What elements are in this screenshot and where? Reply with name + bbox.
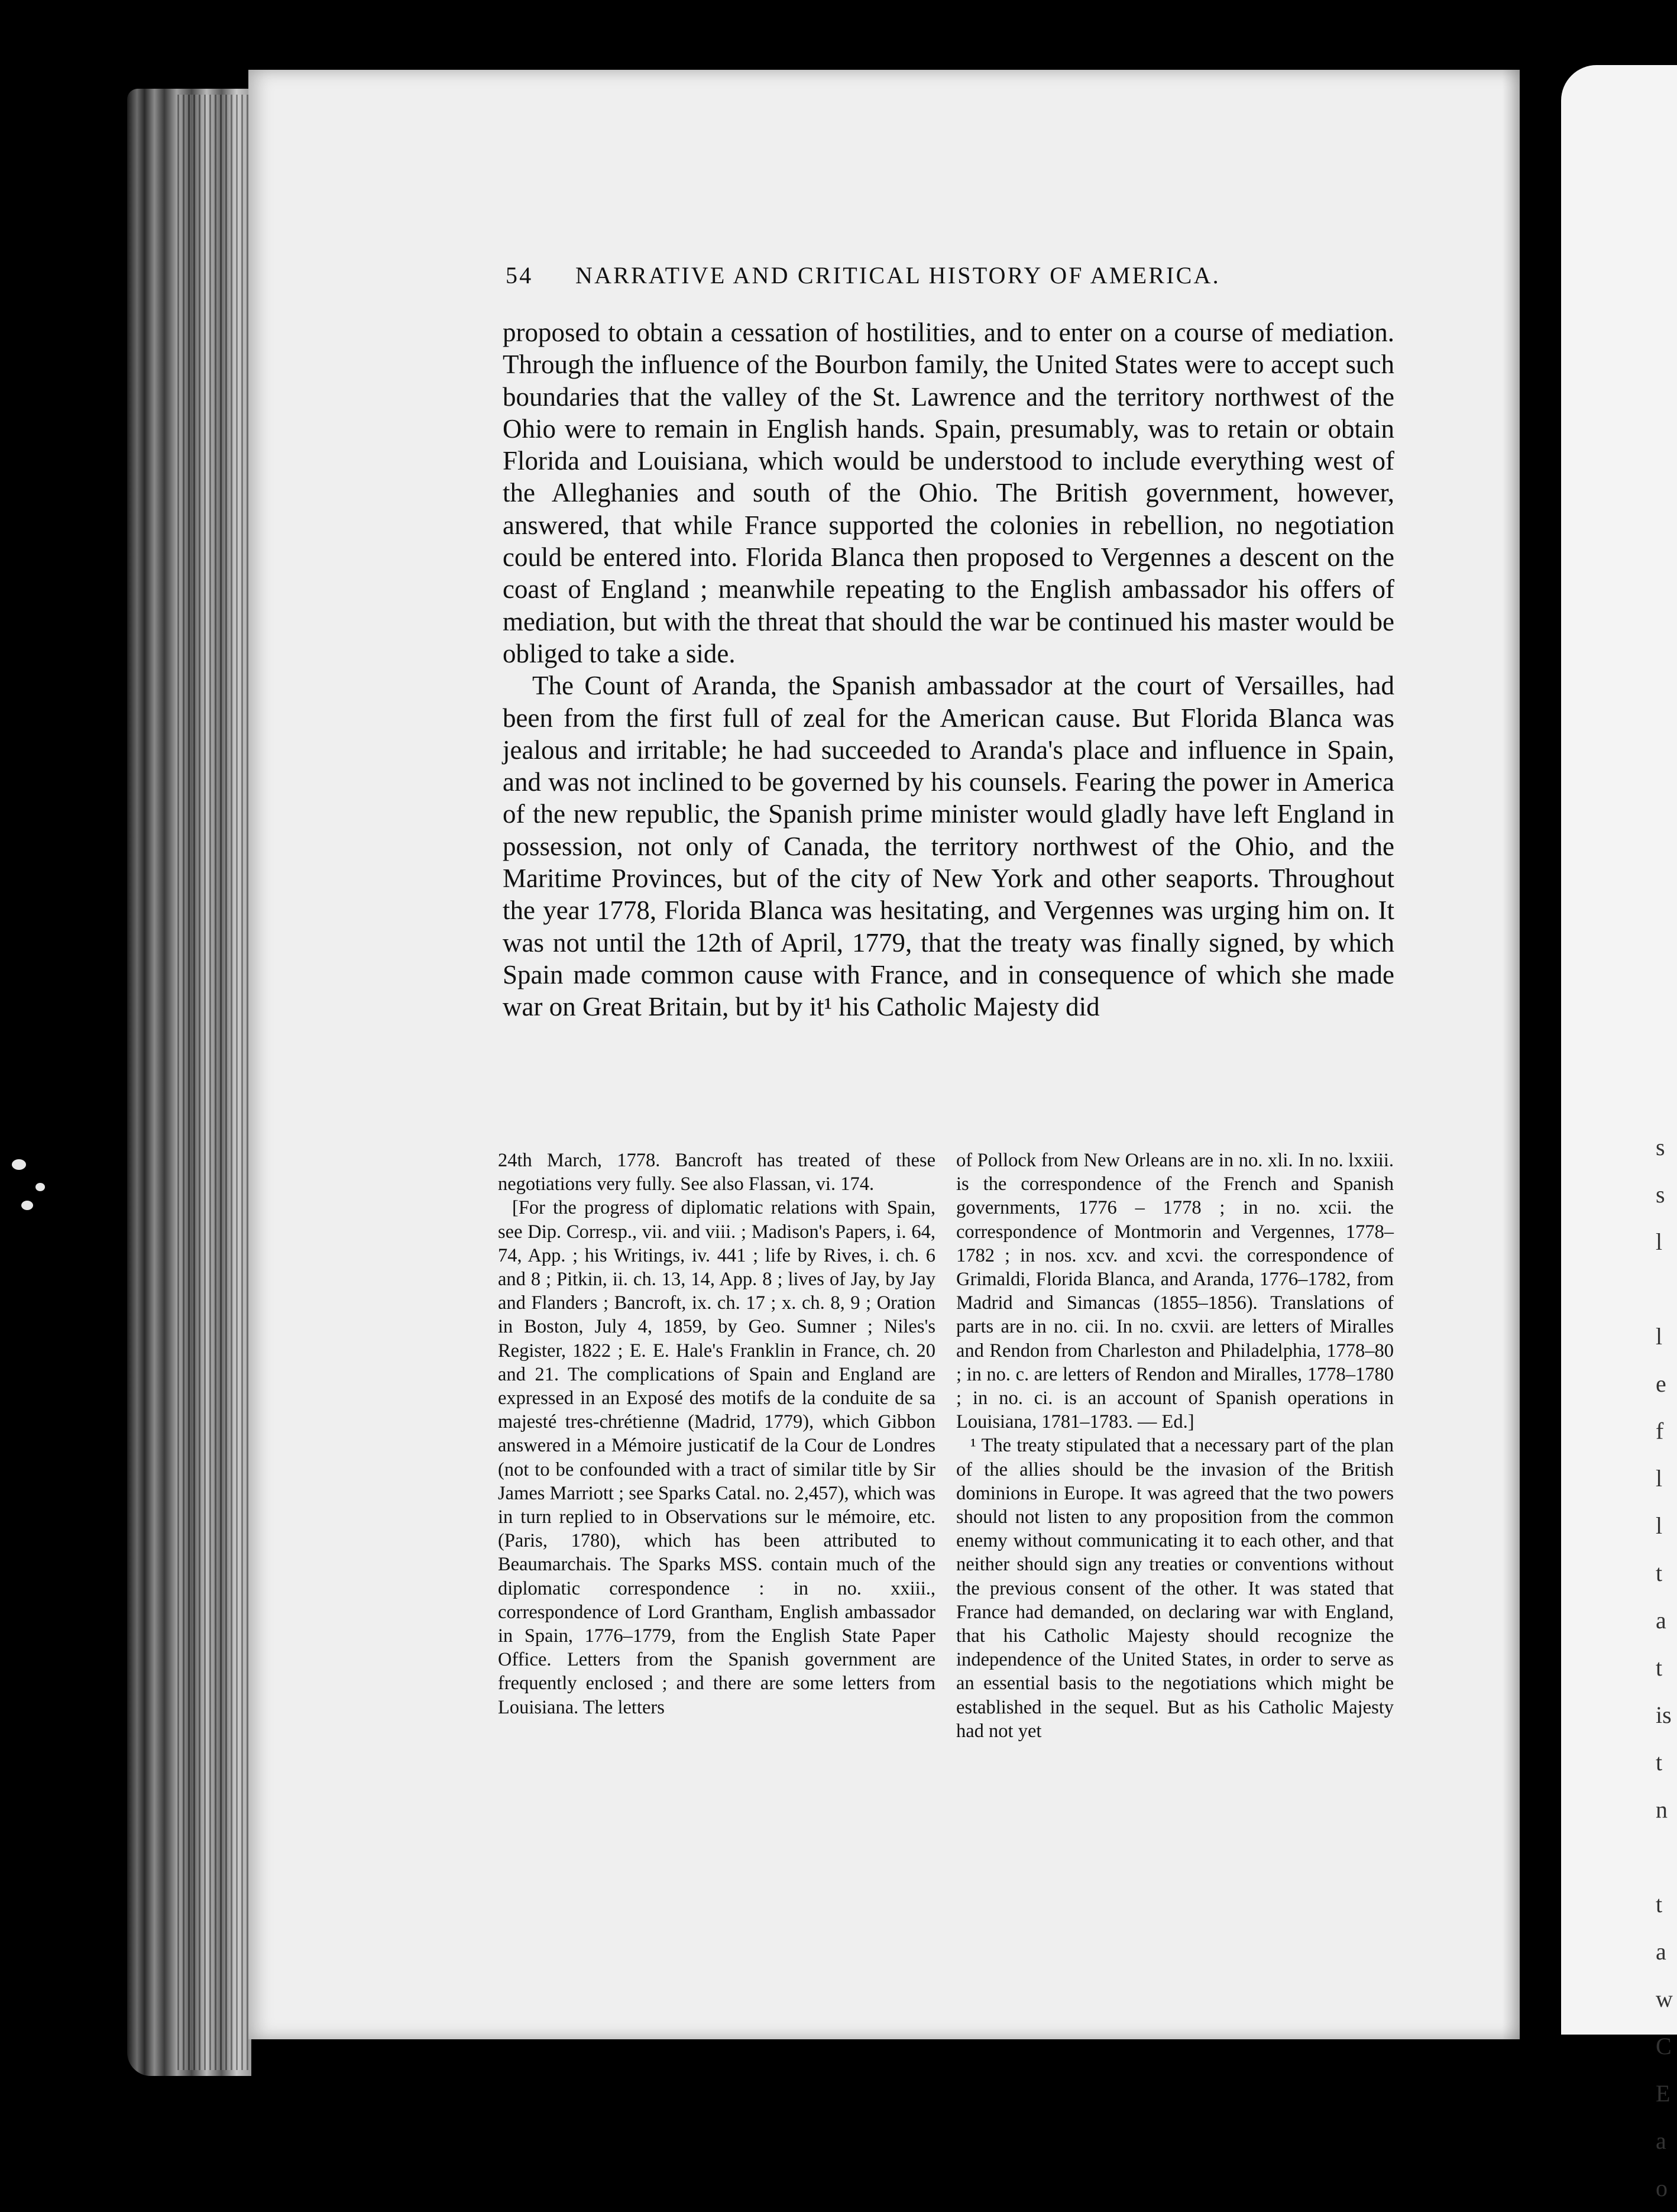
- adjacent-page-letter: t: [1656, 1560, 1663, 1586]
- adjacent-page-letter: a: [1656, 1938, 1666, 1965]
- adjacent-page-letter: l: [1656, 1323, 1663, 1350]
- page-gutter-shadow: [1502, 70, 1520, 2039]
- adjacent-page-letter: a: [1656, 1607, 1666, 1634]
- page-number: 54: [506, 262, 533, 289]
- running-header: [506, 261, 1298, 303]
- adjacent-page-letter: t: [1656, 1891, 1663, 1917]
- footnote-paragraph: 24th March, 1778. Bancroft has treated of these negotiations very fully. See also Flassan, vi. 174.: [498, 1150, 935, 1195]
- adjacent-page-letter: l: [1656, 1228, 1663, 1255]
- adjacent-page-letter: [1656, 1266, 1677, 1313]
- adjacent-page-letter: is: [1656, 1702, 1672, 1728]
- adjacent-page-letter: t: [1656, 1749, 1663, 1776]
- adjacent-page-letter: t: [1656, 1654, 1663, 1681]
- adjacent-page-letter: C: [1656, 2033, 1672, 2059]
- book-edge-pages: [177, 95, 248, 2070]
- body-paragraph: proposed to obtain a cessation of hostilities, and to enter on a course of mediation. Through the influence of the Bourbon family, the United States were to accept such boundaries that the valley of the St. Lawrence and the territory northwest of the Ohio were to remain in English hands. Spain, presumably, was to retain or obtain Florida and Louisiana, which would be understood to include everything west of the Alleghanies and south of the Ohio. The British government, however, answered, that while France supported the colonies in rebellion, no negotiation could be entered into. Florida Blanca then proposed to Vergennes a descent on the coast of England ; meanwhile repeating to the English ambassador his offers of mediation, but with the threat that should the war be continued his master would be obliged to take a side.: [503, 318, 1394, 668]
- footnote-column-right: [956, 1149, 1394, 1743]
- adjacent-page-letter: [1656, 1833, 1677, 1881]
- adjacent-page-letter: a: [1656, 2127, 1666, 2154]
- adjacent-page-letter: s: [1656, 1181, 1665, 1208]
- adjacent-page-letter: e: [1656, 1370, 1666, 1397]
- dust-speck: [21, 1201, 33, 1210]
- footnote-paragraph: [For the progress of diplomatic relations with Spain, see Dip. Corresp., vii. and viii. ; Madison's Papers, i. 64, 74, App. ; his Writings, iv. 441 ; life by Rives, i. ch. 6 and 8 ; Pitkin, ii. ch. 13, 14, App. 8 ; lives of Jay, by Jay and Flanders ; Bancroft, ix. ch. 17 ; x. ch. 8, 9 ; Oration in Boston, July 4, 1859, by Geo. Sumner ; Niles's Register, 1822 ; E. E. Hale's Franklin in France, ch. 20 and 21. The complications of Spain and England are expressed in an Exposé des motifs de la conduite de sa majesté tres-chrétienne (Madrid, 1779), which Gibbon answered in a Mémoire justicatif de la Cour de Londres (not to be confounded with a tract of similar title by Sir James Marriott ; see Sparks Catal. no. 2,457), which was in turn replied to in Observations sur le mémoire, etc. (Paris, 1780), which has been attributed to Beaumarchais. The Sparks MSS. contain much of the diplomatic correspondence : in no. xxiii., correspondence of Lord Grantham, English ambassador in Spain, 1776–1779, from the English State Paper Office. Letters from the Spanish government are frequently enclosed ; and there are some letters from Louisiana. The letters: [498, 1197, 935, 1718]
- dust-speck: [35, 1183, 45, 1191]
- adjacent-page-letter: s: [1656, 1134, 1665, 1160]
- body-paragraph: The Count of Aranda, the Spanish ambassador at the court of Versailles, had been from the first full of zeal for the American cause. But Florida Blanca was jealous and irritable; he had succeeded to Aranda's place and influence in Spain, and was not inclined to be governed by his counsels. Fearing the power in America of the new republic, the Spanish prime minister would gladly have left England in possession, not only of Canada, the territory northwest of the Ohio, and the Maritime Provinces, but of the city of New York and other seaports. Throughout the year 1778, Florida Blanca was hesitating, and Vergennes was urging him on. It was not until the 12th of April, 1779, that the treaty was finally signed, by which Spain made common cause with France, and in consequence of which she made war on Great Britain, but by it¹ his Catholic Majesty did: [503, 671, 1394, 1022]
- adjacent-page-text: [1656, 1124, 1677, 2212]
- adjacent-page-letter: w: [1656, 1985, 1673, 2012]
- adjacent-page-letter: f: [1656, 1418, 1664, 1444]
- adjacent-page-letter: l: [1656, 1465, 1663, 1492]
- adjacent-page-letter: l: [1656, 1512, 1663, 1539]
- footnote-paragraph: ¹ The treaty stipulated that a necessary part of the plan of the allies should be the invasion of the British dominions in Europe. It was agreed that the two powers should not listen to any proposition from the common enemy without communicating it to each other, and that neither should sign any treaties or conventions without the previous consent of the other. It was stated that France had demanded, on declaring war with England, that his Catholic Majesty should recognize the independence of the United States, in order to serve as an essential basis to the negotiations which might be established in the sequel. But as his Catholic Majesty had not yet: [956, 1435, 1394, 1742]
- adjacent-page-letter: E: [1656, 2080, 1670, 2107]
- main-text: [503, 316, 1394, 1023]
- footnote-column-left: [498, 1149, 935, 1719]
- running-title: NARRATIVE AND CRITICAL HISTORY OF AMERICA.: [575, 262, 1220, 289]
- dust-speck: [12, 1159, 26, 1170]
- adjacent-page-letter: n: [1656, 1796, 1668, 1823]
- footnote-paragraph: of Pollock from New Orleans are in no. xli. In no. lxxiii. is the correspondence of the French and Spanish governments, 1776 – 1778 ; in no. xcii. the correspondence of Montmorin and Vergennes, 1778–1782 ; in nos. xcv. and xcvi. the correspondence of Grimaldi, Florida Blanca, and Aranda, 1776–1782, from Madrid and Simancas (1855–1856). Translations of parts are in no. cii. In no. cxvii. are letters of Miralles and Rendon from Charleston and Philadelphia, 1778–80 ; in no. c. are letters of Rendon and Miralles, 1778–1780 ; in no. ci. is an account of Spanish operations in Louisiana, 1781–1783. — Ed.]: [956, 1150, 1394, 1433]
- adjacent-page-letter: o: [1656, 2175, 1668, 2201]
